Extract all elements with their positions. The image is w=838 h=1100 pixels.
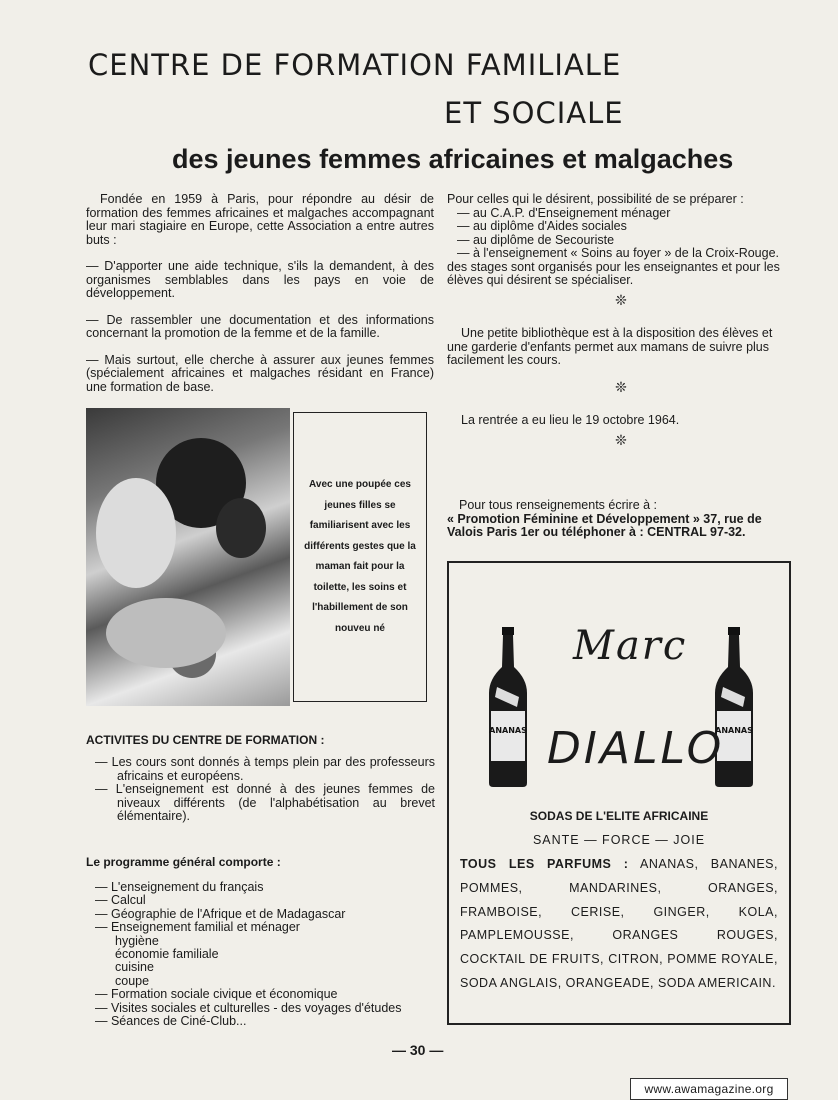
ad-values: SANTE — FORCE — JOIE	[532, 833, 706, 847]
list-item: — Les cours sont donnés à temps plein par des professeurs africains et européens.	[95, 755, 435, 783]
bottle-label: ANANAS	[715, 726, 753, 735]
advertisement-marc-diallo	[447, 561, 791, 1025]
photo-doll-lesson	[86, 408, 290, 706]
right-column	[447, 193, 795, 467]
page-number: — 30 —	[392, 1042, 444, 1058]
page-title-line2: ET SOCIALE	[444, 96, 624, 130]
ad-flavours-label: TOUS LES PARFUMS :	[460, 857, 629, 871]
rentree-paragraph: La rentrée a eu lieu le 19 octobre 1964.	[461, 413, 680, 427]
ad-tagline: SODAS DE L'ELITE AFRICAINE	[529, 809, 709, 823]
intro-paragraph: — D'apporter une aide technique, s'ils la demandent, à des organismes semblables dans les pays en voie de développement.	[86, 259, 434, 300]
list-item: — au C.A.P. d'Enseignement ménager	[457, 205, 671, 220]
watermark-url[interactable]: www.awamagazine.org	[630, 1078, 788, 1100]
ad-flavours	[460, 853, 778, 996]
list-item: — L'enseignement est donné à des jeunes femmes de niveaux différents (de l'alphabétisation au brevet élémentaire).	[95, 782, 435, 823]
ad-brand-main: DIALLO	[547, 723, 725, 774]
list-subitem: coupe	[115, 973, 150, 988]
list-item: — au diplôme de Secouriste	[457, 232, 615, 247]
list-item: — Enseignement familial et ménager	[95, 920, 300, 935]
activities-list	[95, 756, 435, 824]
page-subtitle: des jeunes femmes africaines et malgaches	[172, 144, 734, 174]
intro-column	[86, 193, 434, 407]
intro-paragraph: Fondée en 1959 à Paris, pour répondre au désir de formation des femmes africaines et malgaches accompagnant leur mari stagiaire en Europe, cette Association a entre autres buts :	[86, 192, 434, 247]
separator-ornament: ❊	[615, 378, 627, 395]
list-item: — à l'enseignement « Soins au foyer » de la Croix-Rouge.	[457, 246, 780, 260]
contact-block	[447, 499, 797, 540]
page-title-line1: CENTRE DE FORMATION FAMILIALE	[88, 48, 622, 82]
activities-heading: ACTIVITES DU CENTRE DE FORMATION :	[86, 733, 325, 747]
separator-ornament: ❊	[615, 291, 627, 308]
list-subitem: cuisine	[115, 960, 154, 975]
prep-list	[447, 207, 795, 261]
contact-address: « Promotion Féminine et Développement » 37, rue de Valois Paris 1er ou téléphoner à : CENTRAL 97-32.	[447, 511, 762, 539]
prep-tail: des stages sont organisés pour les enseignantes et pour les élèves qui désirent se spécialiser.	[447, 259, 780, 287]
programme-list	[95, 881, 435, 1028]
bottle-icon	[483, 627, 533, 787]
list-item: — Visites sociales et culturelles - des voyages d'études	[95, 1000, 402, 1015]
list-item: — Géographie de l'Afrique et de Madagascar	[95, 906, 346, 921]
photo-shape	[96, 478, 176, 588]
list-item: — Séances de Ciné-Club...	[95, 1014, 247, 1029]
intro-paragraph: — Mais surtout, elle cherche à assurer aux jeunes femmes (spécialement africaines et malgaches résidant en France) une formation de base.	[86, 352, 434, 394]
library-paragraph: Une petite bibliothèque est à la disposition des élèves et une garderie d'enfants permet aux mamans de suivre plus facilement les cours.	[447, 326, 773, 367]
list-item: — Formation sociale civique et économique	[95, 987, 338, 1002]
intro-paragraph: — De rassembler une documentation et des informations concernant la promotion de la femme et de la famille.	[86, 312, 434, 340]
separator-ornament: ❊	[615, 431, 627, 448]
photo-caption: Avec une poupée ces jeunes filles se familiarisent avec les différents gestes que la maman fait pour la toilette, les soins et l'habillement de son nouveu né	[293, 412, 427, 702]
prep-intro: Pour celles qui le désirent, possibilité de se préparer :	[447, 192, 744, 206]
list-item: — au diplôme d'Aides sociales	[457, 219, 627, 233]
list-item: — L'enseignement du français	[95, 880, 264, 894]
list-subitem: hygiène	[115, 933, 159, 948]
list-subitem: économie familiale	[115, 947, 219, 962]
programme-heading: Le programme général comporte :	[86, 855, 281, 869]
list-item: — Calcul	[95, 893, 146, 908]
bottle-label: ANANAS	[489, 726, 527, 735]
ad-brand-top: Marc	[573, 623, 688, 669]
photo-shape	[106, 598, 226, 668]
contact-intro: Pour tous renseignements écrire à :	[459, 498, 658, 512]
ad-flavours-list: ANANAS, BANANES, POMMES, MANDARINES, ORANGES, FRAMBOISE, CERISE, GINGER, KOLA, PAMPLEMOUSSE, ORANGES ROUGES, COCKTAIL DE FRUITS, CITRON, POMME ROYALE, SODA ANGLAIS, ORANGEADE, SODA AMERICAIN.	[460, 857, 778, 990]
photo-shape	[216, 498, 266, 558]
